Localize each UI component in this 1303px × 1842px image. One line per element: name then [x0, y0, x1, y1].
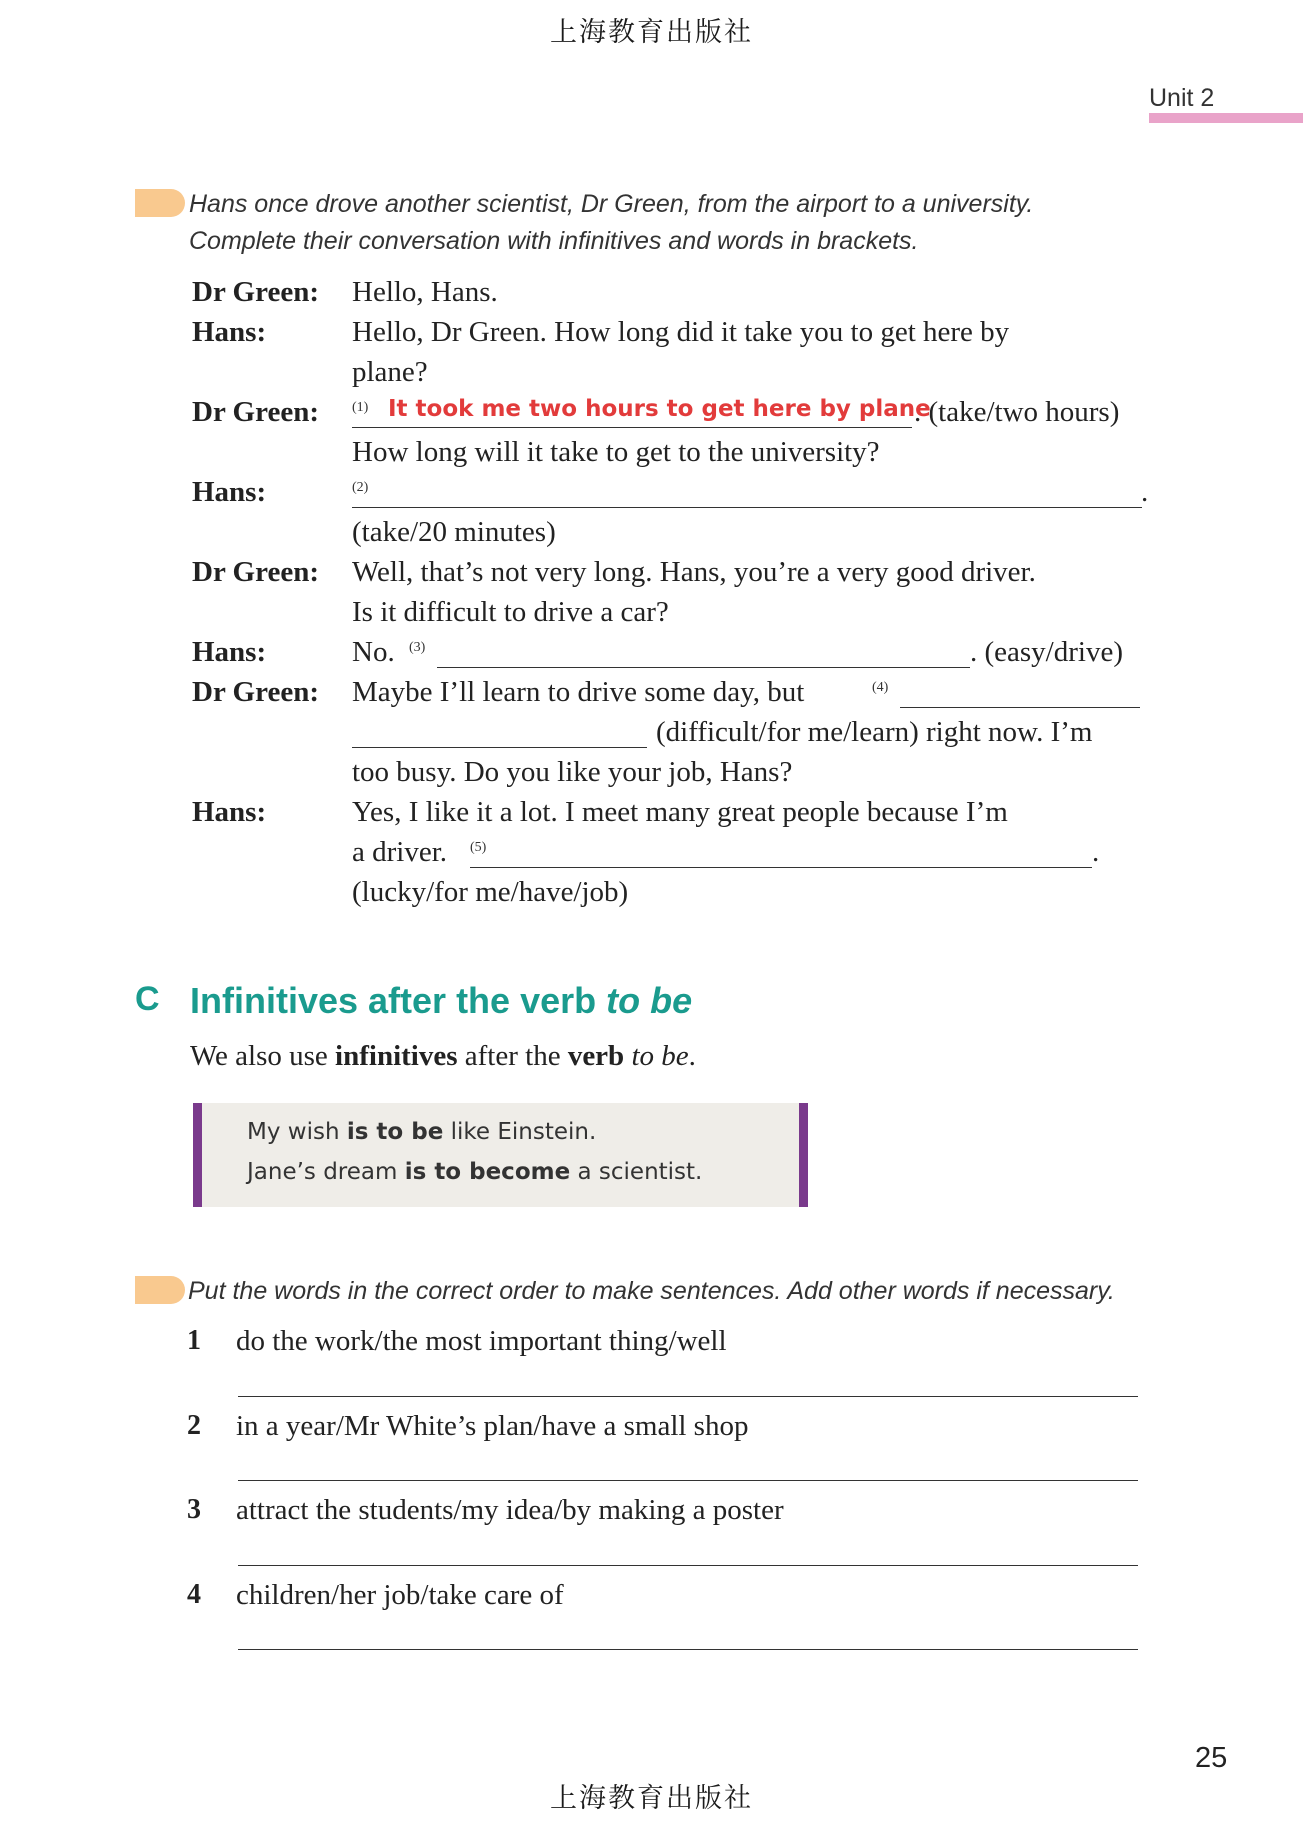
answer-line[interactable] [238, 1649, 1138, 1650]
page-number: 25 [1195, 1742, 1228, 1774]
publisher-footer: 上海教育出版社 [550, 1783, 753, 1814]
dialogue-line: plane? [352, 356, 428, 388]
dialogue-line: too busy. Do you like your job, Hans? [352, 756, 793, 788]
speaker-dr-green: Dr Green: [192, 556, 319, 588]
answer-line[interactable] [238, 1396, 1138, 1397]
exercise-tab [135, 189, 185, 217]
answer-4-blank[interactable] [900, 707, 1140, 708]
example-box [193, 1103, 808, 1207]
dialogue-line: Maybe I’ll learn to drive some day, but [352, 676, 805, 708]
item-number: 4 [187, 1579, 201, 1610]
example-sentence: Jane’s dream is to become a scientist. [247, 1159, 703, 1185]
item-number: 2 [187, 1410, 201, 1441]
exercise-instruction: Put the words in the correct order to make sentences. Add other words if necessary. [188, 1277, 1115, 1305]
question-end: . [1141, 476, 1149, 508]
dialogue-line: Hello, Hans. [352, 276, 498, 308]
speaker-hans: Hans: [192, 316, 267, 348]
answer-5-blank[interactable] [470, 867, 1092, 868]
item-text: in a year/Mr White’s plan/have a small shop [236, 1410, 749, 1442]
speaker-hans: Hans: [192, 796, 267, 828]
answer-4-blank-continued[interactable] [352, 747, 647, 748]
dialogue-line: a driver. [352, 836, 448, 868]
section-title: Infinitives after the verb to be [190, 980, 693, 1021]
answer-3-blank[interactable] [437, 667, 970, 668]
answer-2-blank[interactable] [352, 507, 1142, 508]
question-hint: . (easy/drive) [970, 636, 1123, 668]
dialogue-line: No. [352, 636, 395, 668]
question-hint: (difficult/for me/learn) right now. I’m [656, 716, 1093, 748]
item-text: children/her job/take care of [236, 1579, 564, 1611]
example-sentence: My wish is to be like Einstein. [247, 1119, 597, 1145]
exercise-instruction [189, 186, 1033, 260]
unit-bar [1149, 113, 1303, 123]
instruction-line: Complete their conversation with infinitives and words in brackets. [189, 227, 919, 255]
question-number: (5) [470, 840, 487, 855]
question-hint: (take/20 minutes) [352, 516, 556, 548]
publisher-header: 上海教育出版社 [550, 17, 753, 48]
instruction-line: Hans once drove another scientist, Dr Green, from the airport to a university. [189, 190, 1034, 218]
dialogue-line: How long will it take to get to the university? [352, 436, 880, 468]
item-text: attract the students/my idea/by making a poster [236, 1494, 784, 1526]
question-end: . [1092, 836, 1100, 868]
item-number: 3 [187, 1494, 201, 1525]
speaker-hans: Hans: [192, 476, 267, 508]
item-number: 1 [187, 1325, 201, 1356]
section-letter: C [135, 980, 160, 1018]
question-number: (3) [409, 640, 426, 655]
answer-line[interactable] [238, 1480, 1138, 1481]
speaker-dr-green: Dr Green: [192, 276, 319, 308]
dialogue-line: Is it difficult to drive a car? [352, 596, 669, 628]
answer-1-text: It took me two hours to get here by plane [388, 396, 931, 422]
answer-line[interactable] [238, 1565, 1138, 1566]
item-text: do the work/the most important thing/well [236, 1325, 727, 1357]
dialogue-line: Hello, Dr Green. How long did it take you to get here by [352, 316, 1010, 348]
dialogue-line: Yes, I like it a lot. I meet many great people because I’m [352, 796, 1008, 828]
question-number: (1) [352, 400, 369, 415]
question-number: (2) [352, 480, 369, 495]
exercise-tab [135, 1276, 185, 1304]
speaker-dr-green: Dr Green: [192, 396, 319, 428]
question-number: (4) [872, 680, 889, 695]
answer-1-blank[interactable] [352, 427, 912, 428]
speaker-dr-green: Dr Green: [192, 676, 319, 708]
dialogue-line: Well, that’s not very long. Hans, you’re a very good driver. [352, 556, 1036, 588]
unit-label: Unit 2 [1149, 84, 1215, 112]
section-intro: We also use infinitives after the verb to be. [190, 1040, 696, 1072]
speaker-hans: Hans: [192, 636, 267, 668]
question-hint: . (take/two hours) [914, 396, 1120, 428]
question-hint: (lucky/for me/have/job) [352, 876, 629, 908]
